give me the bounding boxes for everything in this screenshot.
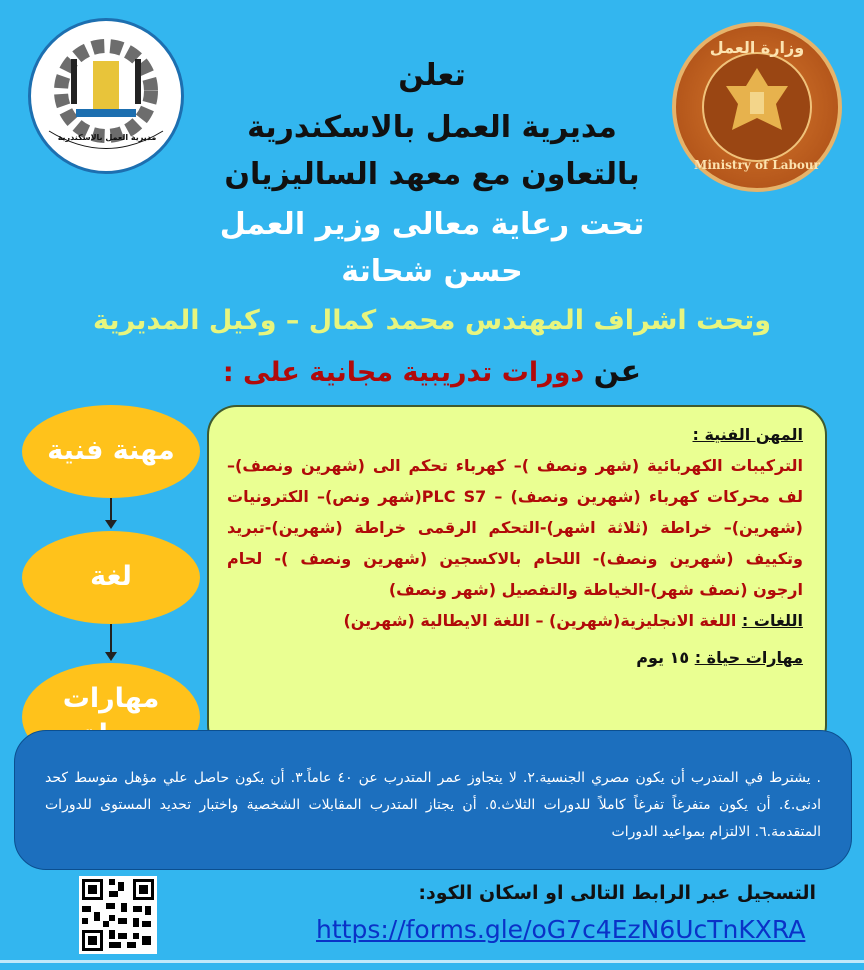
registration-link[interactable]: https://forms.gle/oG7c4EzN6UcTnKXRA: [316, 915, 806, 944]
qr-code[interactable]: [79, 876, 157, 954]
languages-text: اللغة الانجليزية(شهرين) – اللغة الايطالية (شهرين): [343, 611, 737, 630]
languages-label: اللغات :: [741, 611, 803, 630]
life-skills-duration: ١٥ يوم: [636, 648, 690, 667]
announce-heading: تعلن: [398, 58, 466, 93]
directorate-heading: مديرية العمل بالاسكندرية: [247, 110, 617, 145]
registration-label: التسجيل عبر الرابط التالى او اسكان الكود:: [418, 882, 816, 904]
arrow-down-icon: [110, 498, 112, 521]
patronage-heading: تحت رعاية معالى وزير العمل: [219, 207, 645, 242]
ministry-logo-english-text: Ministry of Labour: [694, 158, 820, 172]
flow-life-skills-line1: مهارات: [62, 682, 160, 714]
arrow-down-icon: [110, 624, 112, 653]
technical-programs-text: التركيبات الكهربائية (شهر ونصف )– كهرباء تحكم الى (شهرين ونصف)– لف محركات كهرباء (شهرين ونصف) – PLC S7(شهر ونص)– الكترونيات (شهرين)– خراطة (ثلاثة اشهر)-التحكم الرقمى خراطة (شهرين)-تبريد وتكييف (شهرين ونصف)- اللحام بالاكسجين (شهرين ونصف )- لحام ارجون (نصف شهر)-الخياطة والتفصيل (شهر ونصف): [227, 456, 804, 599]
programs-box: [207, 405, 827, 755]
courses-heading: [0, 354, 864, 389]
life-skills-label: مهارات حياة :: [694, 648, 803, 667]
cooperation-heading: بالتعاون مع معهد الساليزيان: [224, 157, 640, 192]
minister-name: حسن شحاتة: [341, 254, 523, 289]
supervision-heading: وتحت اشراف المهندس محمد كمال – وكيل المديرية: [92, 305, 772, 336]
flow-language: لغة: [22, 531, 200, 624]
conditions-text: . يشترط في المتدرب أن يكون مصري الجنسية.٢. لا يتجاوز عمر المتدرب عن ٤٠ عاماً.٣. أن يكون حاصل علي مؤهل متوسط كحد ادنى.٤. أن يكون متفرغاً تفرغاً كاملاً للدورات الثلاث.٥. أن يجتاز المتدرب المقابلات الشخصية واختبار تحديد المستوى للدورات المتقدمة.٦. الالتزام بمواعيد الدورات: [45, 770, 822, 840]
courses-prefix: عن: [593, 354, 642, 389]
flow-technical-profession: مهنة فنية: [22, 405, 200, 498]
directorate-logo-text: مديرية العمل بالاسكندرية: [57, 133, 157, 142]
directorate-logo: [28, 18, 184, 174]
ministry-logo-arabic-text: وزارة العمل: [709, 38, 805, 57]
technical-label: المهن الفنية :: [692, 425, 803, 444]
bottom-divider: [0, 960, 864, 963]
courses-text: دورات تدريبية مجانية على :: [222, 357, 585, 388]
conditions-box: [14, 730, 852, 870]
